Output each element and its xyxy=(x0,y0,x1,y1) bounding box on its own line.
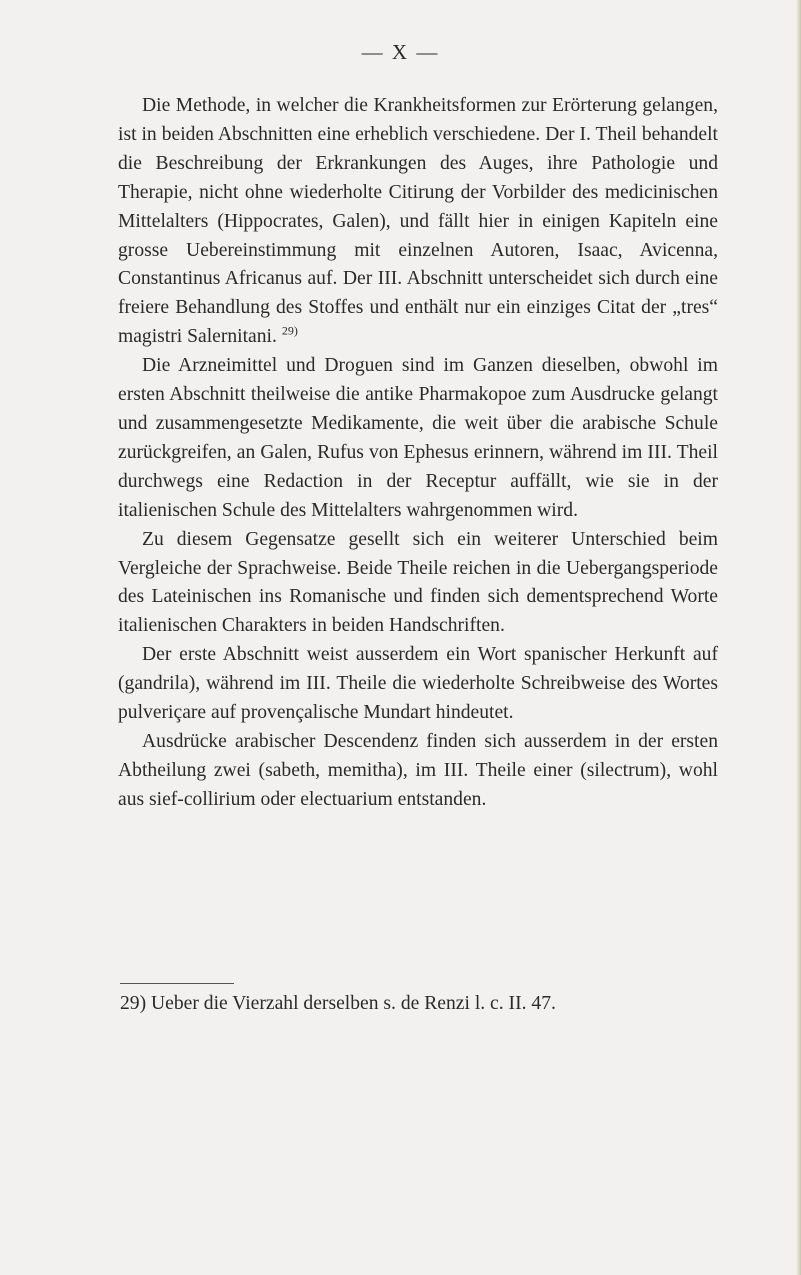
paragraph-1-text: Die Methode, in welcher die Krankheitsformen zur Erörterung gelangen, ist in beiden Abschnitten eine erheblich verschiedene. Der I. Theil behandelt die Beschreibung der Erkrankungen des Auges, ihre Pathologie und Therapie, nicht ohne wiederholte Citirung der Vorbilder des medicinischen Mittelalters (Hippocrates, Galen), und fällt hier in einigen Kapiteln eine grosse Uebereinstimmung mit einzelnen Autoren, Isaac, Avicenna, Constantinus Africanus auf. Der III. Abschnitt unterscheidet sich durch eine freiere Behandlung des Stoffes und enthält nur ein einziges Citat der „tres“ magistri Salernitani. xyxy=(118,95,718,348)
paragraph-4: Der erste Abschnitt weist ausserdem ein Wort spanischer Herkunft auf (gandrila), während im III. Theile die wiederholte Schreibweise des Wortes pulveriçare auf provençalische Mundart hindeutet. xyxy=(118,644,718,724)
paragraph-3: Zu diesem Gegensatze gesellt sich ein weiterer Unterschied beim Vergleiche der Sprachweise. Beide Theile reichen in die Uebergangsperiode des Lateinischen ins Romanische und finden sich dementsprechend Worte italienischen Charakters in beiden Handschriften. xyxy=(118,528,718,637)
page-header: — X — xyxy=(361,40,440,64)
paragraph-1 xyxy=(118,92,718,352)
footnote: 29) Ueber die Vierzahl derselben s. de Renzi l. c. II. 47. xyxy=(120,993,556,1014)
page-edge xyxy=(796,0,801,1275)
paragraph-2: Die Arzneimittel und Droguen sind im Ganzen dieselben, obwohl im ersten Abschnitt theilweise die antike Pharmakopoe zum Ausdrucke gelangt und zusammengesetzte Medikamente, die weit über die arabische Schule zurückgreifen, an Galen, Rufus von Ephesus erinnern, während im III. Theil durchwegs eine Redaction in der Receptur auffällt, wie sie in der italienischen Schule des Mittelalters wahrgenommen wird. xyxy=(118,355,718,521)
paragraph-5: Ausdrücke arabischer Descendenz finden sich ausserdem in der ersten Abtheilung zwei (sabeth, memitha), im III. Theile einer (silectrum), wohl aus sief-collirium oder electuarium entstanden. xyxy=(118,730,718,810)
footnote-divider xyxy=(120,983,234,984)
footnote-reference: 29) xyxy=(281,323,298,338)
body-text xyxy=(118,92,718,815)
